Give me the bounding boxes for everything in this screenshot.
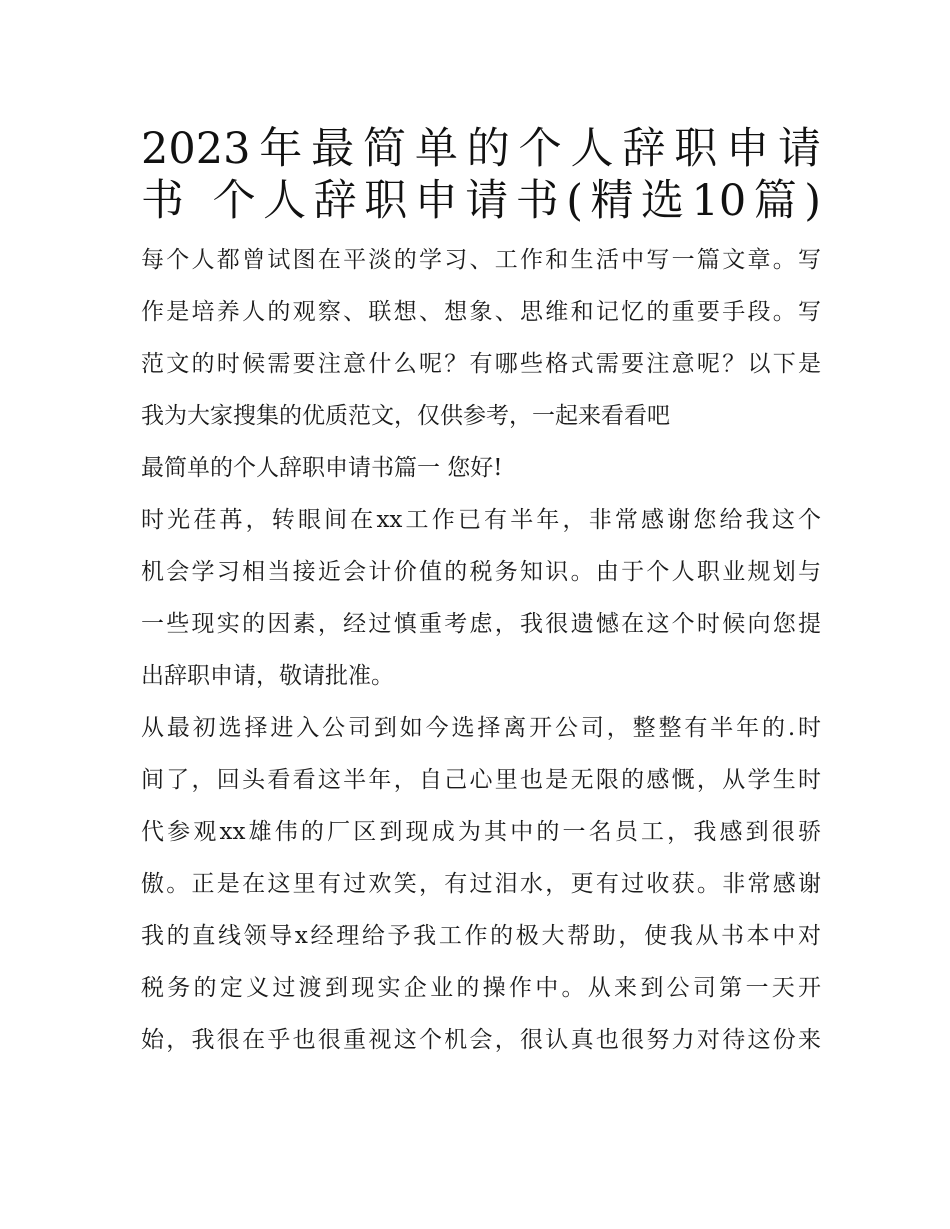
- body-line: 从最初选择进入公司到如今选择离开公司，整整有半年的.时: [141, 715, 821, 741]
- body-line: 代参观xx雄伟的厂区到现成为其中的一名员工，我感到很骄: [141, 819, 821, 845]
- title-line: 书 个人辞职申请书(精选10篇): [141, 176, 821, 226]
- title-line: 2023年最简单的个人辞职申请: [141, 124, 821, 174]
- body-line: 范文的时候需要注意什么呢？有哪些格式需要注意呢？以下是: [141, 351, 821, 377]
- body-line: 傲。正是在这里有过欢笑，有过泪水，更有过收获。非常感谢: [141, 871, 821, 897]
- document-content: [141, 118, 821, 1066]
- body-line: 时光荏苒，转眼间在xx工作已有半年，非常感谢您给我这个: [141, 507, 821, 533]
- body-line: 税务的定义过渡到现实企业的操作中。从来到公司第一天开: [141, 975, 821, 1001]
- body-line: 我为大家搜集的优质范文，仅供参考，一起来看看吧: [141, 403, 670, 429]
- body-line: 最简单的个人辞职申请书篇一 您好!: [141, 455, 503, 481]
- body-line: 我的直线领导x经理给予我工作的极大帮助，使我从书本中对: [141, 923, 821, 949]
- body-line: 出辞职申请，敬请批准。: [141, 663, 394, 689]
- body-line: 间了，回头看看这半年，自己心里也是无限的感慨，从学生时: [141, 767, 821, 793]
- document-title: [141, 118, 821, 226]
- document-body: [141, 234, 821, 1066]
- body-line: 每个人都曾试图在平淡的学习、工作和生活中写一篇文章。写: [141, 247, 821, 273]
- body-line: 机会学习相当接近会计价值的税务知识。由于个人职业规划与: [141, 559, 821, 585]
- body-line: 作是培养人的观察、联想、想象、思维和记忆的重要手段。写: [141, 299, 821, 325]
- body-line: 一些现实的因素，经过慎重考虑，我很遗憾在这个时候向您提: [141, 611, 821, 637]
- body-line: 始，我很在乎也很重视这个机会，很认真也很努力对待这份来: [141, 1027, 821, 1053]
